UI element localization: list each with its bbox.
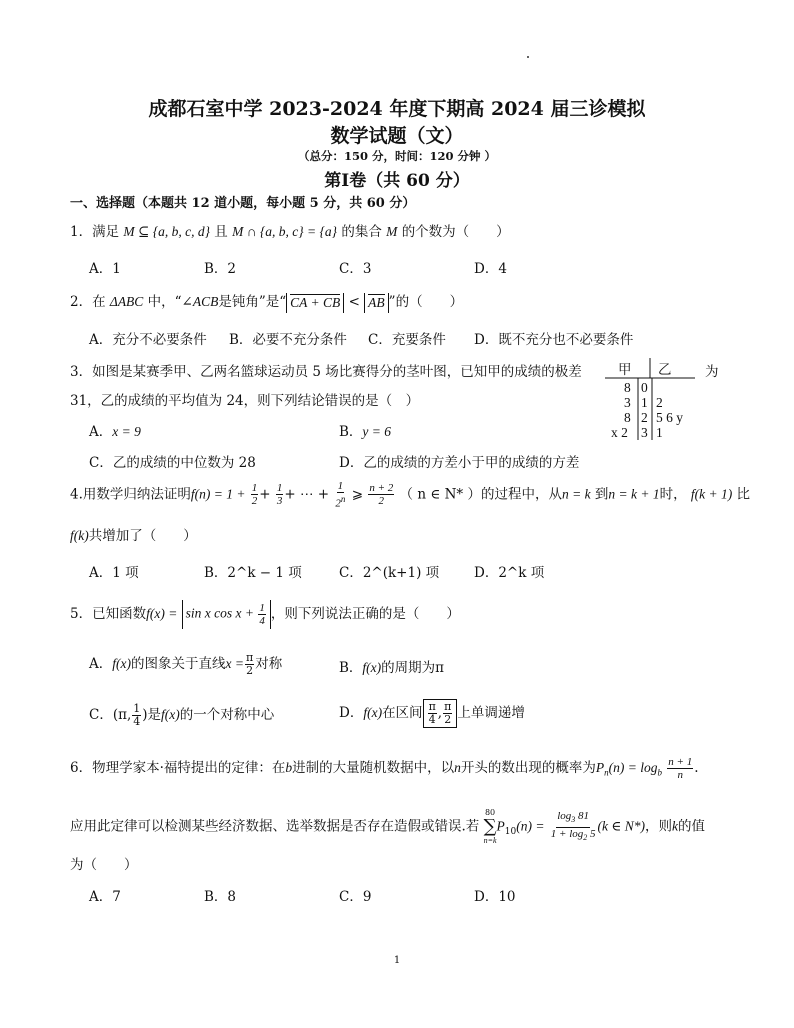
q4-option-a: A．1 项 — [89, 565, 139, 581]
q2-triangle: ΔABC — [109, 294, 144, 309]
q4-frac-third: $\frac{1}{3}$ — [276, 482, 283, 508]
stem-leaf-row4-right: 1 — [656, 425, 663, 440]
q1-set-intersection: M ∩ {a, b, c} = {a} — [232, 224, 338, 239]
q1-var-m: M — [386, 224, 398, 239]
section-heading: 一、选择题（本题共 12 道小题，每小题 5 分，共 60 分） — [70, 196, 416, 211]
q3-option-b-expr: y = 6 — [362, 424, 392, 439]
q3-option-d: D．乙的成绩的方差小于甲的成绩的方差 — [339, 455, 580, 471]
question-4-line2: f(k)共增加了（ ） — [70, 528, 197, 544]
q2-vector-sum: CA + CB — [290, 294, 341, 310]
q2-lt: < — [348, 294, 360, 310]
q2-angle: ∠ACB — [181, 294, 219, 309]
q3-option-c: C．乙的成绩的中位数为 28 — [89, 455, 256, 471]
question-3-line1-end: 为 — [705, 364, 719, 380]
question-6-line1: 6．物理学家本·福特提出的定律：在b进制的大量随机数据中，以n开头的数出现的概率为$P_n(n) = \log_b$ $\frac{n + 1}{n}$ . — [70, 756, 699, 781]
stem-leaf-row4-left: x 2 — [611, 425, 628, 440]
stem-leaf-row3-stem: 2 — [641, 410, 648, 425]
q1-num: 1．满足 — [70, 224, 120, 240]
q5-frac-quarter: $\frac{1}{4}$ — [259, 602, 265, 627]
question-4-line1: 4.用数学归纳法证明f(n) = 1 + $\frac{1}{2}$ + $\frac{1}{3}$ + ⋯ + $\frac{1}{2^n}$ ⩾ $\frac{n + 2}{2}$ （ n ∈ N* ）的过程中，从n = k 到n = k + 1时， f(k + 1) 比 — [70, 480, 751, 510]
exam-score-time: （总分：150 分，时间：120 分钟 ） — [297, 149, 497, 163]
q5-option-b: B．f(x)的周期为π — [339, 660, 445, 676]
q5-option-d: D．f(x)在区间 $\frac{\pi}{4}$ , $\frac{\pi}{2}$ 上单调递增 — [339, 700, 525, 726]
scan-dot — [527, 56, 529, 58]
q5-abs-expr: sin x cos x + $\frac{1}{4}$ — [182, 600, 271, 629]
question-3-line1: 3．如图是某赛季甲、乙两名篮球运动员 5 场比赛得分的茎叶图，已知甲的成绩的极差 — [70, 364, 582, 380]
q6-option-c: C．9 — [339, 889, 372, 905]
q5-frac-pi-2: $\frac{\pi}{2}$ — [245, 651, 254, 677]
q5-option-c: C．(π, $\frac{1}{4}$ )是f(x)的一个对称中心 — [89, 702, 275, 728]
q3-option-a: A．x = 9 — [89, 424, 141, 440]
q4-fn: f(n) = 1 + — [190, 486, 246, 502]
exam-title: 成都石室中学 2023-2024 年度下期高 2024 届三诊模拟 — [148, 98, 646, 120]
q6-option-b: B．8 — [204, 889, 237, 905]
q6-sum: 80 ∑ n=k — [483, 808, 497, 845]
q2-option-d: D．既不充分也不必要条件 — [474, 332, 634, 348]
q2-option-c: C．充要条件 — [368, 332, 446, 348]
q2-text-mid: 中，“ — [147, 294, 182, 310]
q2-text-mid2: 是钝角”是“ — [218, 294, 287, 310]
question-2-stem — [70, 290, 463, 313]
q1-option-d: D．4 — [474, 261, 507, 277]
q4-option-c: C．2^(k+1) 项 — [339, 565, 440, 581]
stem-leaf-row2-right: 2 — [656, 395, 663, 410]
stem-leaf-row4-stem: 3 — [641, 425, 648, 440]
q2-text-end: ”的（ ） — [388, 294, 464, 310]
q1-text-end: 的个数为（ ） — [401, 224, 510, 240]
q4-frac-half: $\frac{1}{2}$ — [251, 482, 258, 508]
q1-text-set: 的集合 — [341, 224, 382, 240]
q1-text-and: 且 — [214, 224, 228, 240]
q6-option-a: A．7 — [89, 889, 121, 905]
q1-set-subset: M ⊆ {a, b, c, d} — [123, 224, 210, 239]
q5-option-a: A．f(x)的图象关于直线x = $\frac{\pi}{2}$ 对称 — [89, 651, 283, 677]
q5-frac-quarter-c: $\frac{1}{4}$ — [133, 702, 141, 728]
q6-option-d: D．10 — [474, 889, 516, 905]
question-6-line2: 应用此定律可以检测某些经济数据、选举数据是否存在造假或错误.若 80 ∑ n=k $P_{10}(n)$ = $\frac{\log_3 81}{1 + \log_2 5}$ (k ∈ N*)，则k的值 — [70, 808, 705, 845]
q3-option-b: B．y = 6 — [339, 424, 392, 440]
stem-leaf-row1-stem: 0 — [641, 380, 648, 395]
q2-option-b: B．必要不充分条件 — [229, 332, 347, 348]
stem-leaf-header-jia: 甲 — [618, 362, 632, 377]
stem-leaf-row2-left: 3 — [624, 395, 631, 410]
question-5-stem: 5．已知函数f(x) = sin x cos x + $\frac{1}{4}$ ，则下列说法正确的是（ ） — [70, 602, 460, 627]
page-number: 1 — [393, 955, 401, 966]
stem-leaf-row3-right: 5 6 y — [656, 410, 683, 425]
volume-heading: 第Ⅰ卷（共 60 分） — [324, 171, 470, 191]
stem-leaf-row2-stem: 1 — [641, 395, 648, 410]
q1-option-b: B．2 — [204, 261, 237, 277]
q1-option-c: C．3 — [339, 261, 372, 277]
stem-leaf-row1-left: 8 — [624, 380, 631, 395]
q4-frac-n2: $\frac{n + 2}{2}$ — [369, 482, 394, 508]
q5-interval: $\frac{\pi}{4}$ , $\frac{\pi}{2}$ — [423, 699, 458, 728]
stem-leaf-row3-left: 8 — [624, 410, 631, 425]
q4-option-d: D．2^k 项 — [474, 565, 545, 581]
q6-frac-n1-n: $\frac{n + 1}{n}$ — [668, 756, 693, 781]
question-6-line3: 为（ ） — [70, 857, 138, 873]
q3-option-a-expr: x = 9 — [112, 424, 141, 439]
q6-frac-log: $\frac{\log_3 81}{1 + \log_2 5}$ — [550, 810, 596, 842]
q2-vector-ab: AB — [368, 294, 385, 310]
q2-option-a: A．充分不必要条件 — [89, 332, 207, 348]
question-3-line2: 31，乙的成绩的平均值为 24，则下列结论错误的是（ ） — [70, 393, 420, 409]
q1-option-a: A．1 — [89, 261, 121, 277]
q4-frac-2n: $\frac{1}{2^n}$ — [335, 480, 346, 510]
stem-leaf-header-yi: 乙 — [658, 362, 672, 377]
q4-option-b: B．2^k − 1 项 — [204, 565, 302, 581]
exam-subject: 数学试题（文） — [330, 125, 464, 147]
q2-num: 2．在 — [70, 294, 106, 310]
stem-leaf-plot — [600, 356, 700, 446]
question-1-stem — [70, 220, 510, 240]
